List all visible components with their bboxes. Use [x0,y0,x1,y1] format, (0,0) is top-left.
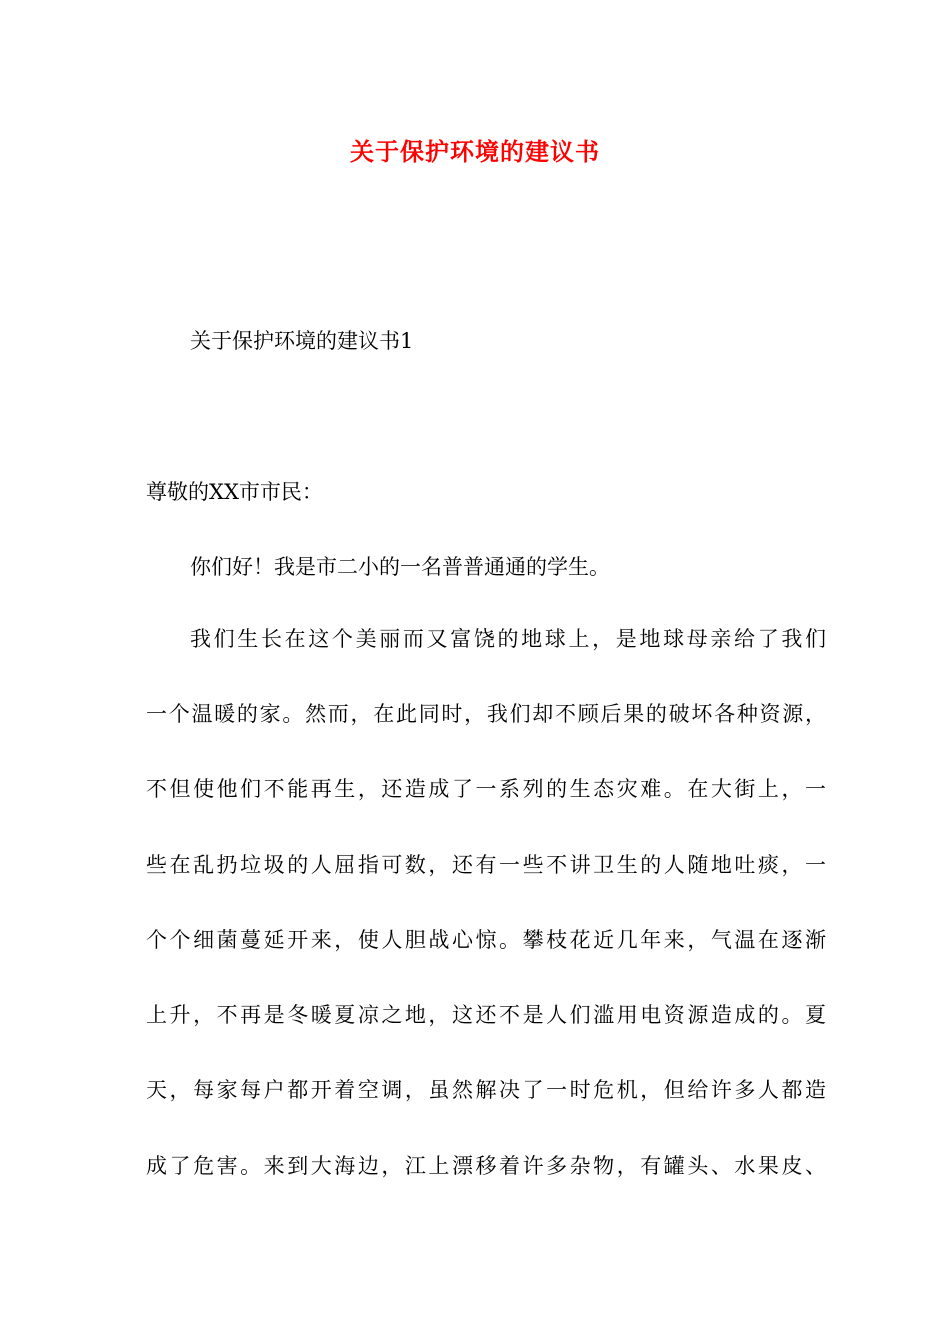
body-line: 我们生长在这个美丽而又富饶的地球上，是地球母亲给了我们 [190,627,826,651]
document-subtitle: 关于保护环境的建议书1 [190,329,414,353]
salutation: 尊敬的XX市市民： [146,480,323,504]
body-line: 个个细菌蔓延开来，使人胆战心惊。攀枝花近几年来，气温在逐渐 [146,928,826,952]
body-line: 天，每家每户都开着空调，虽然解决了一时危机，但给许多人都造 [146,1078,826,1102]
body-line: 些在乱扔垃圾的人屈指可数，还有一些不讲卫生的人随地吐痰，一 [146,853,826,877]
greeting-paragraph: 你们好！我是市二小的一名普普通通的学生。 [190,555,610,579]
body-line: 不但使他们不能再生，还造成了一系列的生态灾难。在大街上，一 [146,777,826,801]
document-title: 关于保护环境的建议书 [350,137,600,166]
body-line: 成了危害。来到大海边，江上漂移着许多杂物，有罐头、水果皮、 [146,1154,826,1178]
body-line: 上升，不再是冬暖夏凉之地，这还不是人们滥用电资源造成的。夏 [146,1003,826,1027]
body-line: 一个温暖的家。然而，在此同时，我们却不顾后果的破坏各种资源， [146,702,826,726]
